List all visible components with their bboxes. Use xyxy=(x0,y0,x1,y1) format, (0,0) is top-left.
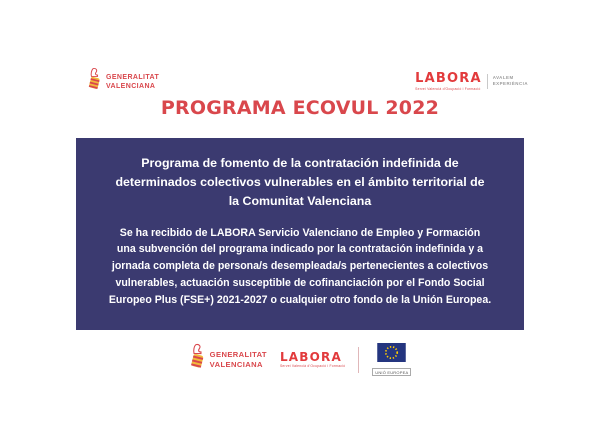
generalitat-valenciana-logo xyxy=(87,67,159,97)
gv-logo-text xyxy=(106,73,159,91)
banner-heading xyxy=(82,154,518,212)
labora-subtitle: Servei Valencià d'Ocupació i Formació xyxy=(279,364,346,369)
body-line: una subvención del programa indicado por la contratación indefinida y a xyxy=(116,243,484,256)
program-banner xyxy=(76,138,524,330)
gv-line1: GENERALITAT xyxy=(106,73,160,81)
eu-flag-caption: UNIÓ EUROPEA xyxy=(372,368,411,376)
avalem-line1: AVALEM xyxy=(492,75,514,81)
gv-line2: VALENCIANA xyxy=(209,359,263,369)
eu-flag-logo xyxy=(372,343,411,376)
gv-line1: GENERALITAT xyxy=(209,349,267,359)
body-line: vulnerables, actuación susceptible de cofinanciación por el Fondo Social xyxy=(115,276,485,289)
body-line: jornada completa de persona/s desempleada/s pertenecientes a colectivos xyxy=(111,260,489,273)
avalem-experiencia-text xyxy=(493,75,528,87)
eu-flag-icon xyxy=(377,343,406,367)
labora-avalem-logo xyxy=(415,72,528,91)
gv-logo-text xyxy=(210,350,267,370)
labora-logo xyxy=(415,72,482,91)
gv-crest-icon xyxy=(189,343,206,376)
page-title: PROGRAMA ECOVUL 2022 xyxy=(160,97,440,119)
labora-wordmark: LABORA xyxy=(415,71,482,86)
gv-crest-icon xyxy=(87,67,102,97)
body-line: Europeo Plus (FSE+) 2021-2027 o cualquier otro fondo de la Unión Europea. xyxy=(108,293,492,306)
avalem-line2: EXPERIÈNCIA xyxy=(492,81,528,87)
banner-body xyxy=(82,225,518,309)
gv-line2: VALENCIANA xyxy=(106,83,156,90)
labora-logo-footer xyxy=(280,351,345,369)
labora-subtitle: Servei Valencià d'Ocupació i Formació xyxy=(415,86,481,91)
logo-divider xyxy=(487,74,488,89)
heading-line: Programa de fomento de la contratación indefinida de xyxy=(141,156,459,170)
heading-line: la Comunitat Valenciana xyxy=(228,194,372,209)
heading-line: determinados colectivos vulnerables en el ámbito territorial de xyxy=(115,175,485,190)
labora-wordmark: LABORA xyxy=(279,349,342,364)
footer-logo-divider xyxy=(358,347,359,373)
body-line: Se ha recibido de LABORA Servicio Valenciano de Empleo y Formación xyxy=(119,226,481,239)
footer-logos xyxy=(0,343,600,376)
generalitat-valenciana-logo-footer xyxy=(189,343,267,376)
